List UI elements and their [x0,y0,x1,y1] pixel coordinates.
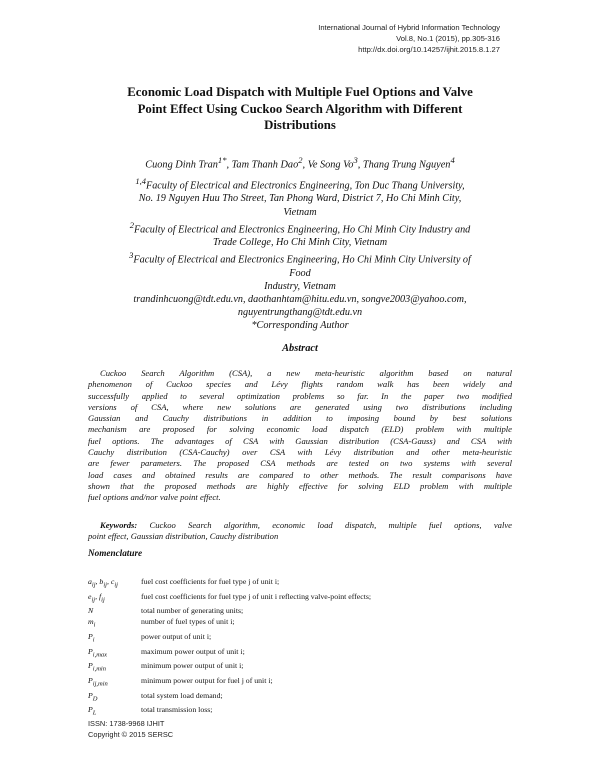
abstract-line: load cases and obtained results are compared to other methods. The result comparisons have [88,469,512,480]
nomenclature-symbol: $P_{ij,min}$ [88,675,108,688]
nomenclature-symbol: $P_i$ [88,632,95,644]
author-2-sup: 2 [298,155,303,165]
abstract-line: Cuckoo Search Algorithm (CSA), a new meta-heuristic algorithm based on natural [100,368,512,378]
affil-line-4: Faculty of Electrical and Electronics Engineering, Ho Chi Minh City Industry and [133,224,471,236]
affil-line-8: Industry, Vietnam [264,280,336,292]
keywords-line-2: point effect, Gaussian distribution, Cauchy distribution [88,531,279,542]
author-2: Tam Thanh Dao [231,159,299,171]
nomenclature-row [88,631,512,646]
author-4: Thang Trung Nguyen [362,159,451,171]
nomenclature-symbol: $P_L$ [88,705,97,717]
affil-line-6: Faculty of Electrical and Electronics Engineering, Ho Chi Minh City University of [133,254,471,266]
author-4-sup: 4 [450,155,455,165]
affil-line-3: Vietnam [283,206,317,218]
nomenclature-symbol: $P_D$ [88,690,98,703]
nomenclature-row [88,576,512,591]
nomenclature-desc: fuel cost coefficients for fuel type j of unit i; [141,577,280,586]
affil-line-2: No. 19 Nguyen Huu Tho Street, Tan Phong Ward, District 7, Ho Chi Minh City, [138,193,462,205]
title-line-3: Distributions [264,118,336,133]
paper-title [88,84,512,134]
nomenclature-row [88,660,512,675]
email-line-1[interactable]: trandinhcuong@tdt.edu.vn, daothanhtam@hitu.edu.vn, songve2003@yahoo.com, [133,293,467,305]
affil-sup-1: 1,4 [135,176,146,186]
nomenclature-row [88,704,512,719]
nomenclature-desc: minimum power output of unit i; [141,661,244,671]
nomenclature-row [88,616,512,631]
author-1: Cuong Dinh Tran [145,159,218,171]
nomenclature-desc: minimum power output for fuel j of unit i; [141,675,273,685]
issn: ISSN: 1738-9968 IJHIT [88,719,165,728]
title-line-1: Economic Load Dispatch with Multiple Fuel Options and Valve [127,85,473,99]
nomenclature-symbol: $P_{i,max}$ [88,646,108,659]
nomenclature-symbol: $m_i$ [88,617,96,629]
nomenclature-desc: number of fuel types of unit i; [141,617,235,627]
email-line-2[interactable]: nguyentrungthang@tdt.edu.vn [237,307,363,319]
author-1-sup: 1* [217,155,227,165]
volume-info: Vol.8, No.1 (2015), pp.305-316 [396,33,500,43]
nomenclature-desc: total system load demand; [141,690,223,700]
abstract-line: Cauchy distribution (CSA-Cauchy) over CSA with Lévy distribution and other meta-heuristic [88,447,512,458]
affil-line-1: Faculty of Electrical and Electronics Engineering, Ton Duc Thang University, [145,180,465,192]
abstract-line: mechanism are proposed for solving economic load dispatch (ELD) problem with multiple [88,424,512,435]
nomenclature-row [88,605,512,616]
abstract-line: are fewer parameters. The proposed CSA methods are tested on two systems with several [88,458,512,469]
author-list: Cuong Dinh Tran$^{1*}$, Tam Thanh Dao$^2$, Ve Song Vo$^3$, Thang Trung Nguyen$^4$ [145,155,455,171]
nomenclature-symbol: $P_{i,min}$ [88,661,106,673]
abstract-line: shown that the proposed methods are highly effective for solving ELD problem with multiple [88,480,512,491]
nomenclature-desc: total transmission loss; [141,705,213,715]
nomenclature-row [88,675,512,690]
affiliations [96,175,504,332]
keywords-label: Keywords: [100,520,138,530]
nomenclature-row [88,690,512,705]
nomenclature-desc: fuel cost coefficients for fuel type j of unit i reflecting valve-point effects; [141,591,372,601]
abstract-heading: Abstract [282,343,318,354]
abstract-line: phenomenon of Cuckoo species and Lévy flights random walk has been widely and [88,379,512,390]
author-3-sup: 3 [353,155,358,165]
journal-name: International Journal of Hybrid Information Technology [318,23,500,32]
corresponding-author: *Corresponding Author [251,320,349,332]
nomenclature-desc: total number of generating units; [141,606,244,616]
nomenclature-symbol: $e_{ij}$, $f_{ij}$ [88,591,105,604]
affil-sup-3: 3 [129,250,134,261]
journal-header [200,23,500,55]
nomenclature-heading: Nomenclature [88,548,143,558]
copyright: Copyright © 2015 SERSC [88,729,174,739]
doi-link[interactable]: http://dx.doi.org/10.14257/ijhit.2015.8.1.27 [358,44,500,54]
title-line-2: Point Effect Using Cuckoo Search Algorithm with Different [137,101,463,116]
affil-line-7: Food [289,267,311,279]
abstract-line: Gaussian and Cauchy distributions in addition to imposing bound by best solutions [88,413,512,424]
nomenclature-row [88,646,512,661]
nomenclature-desc: power output of unit i; [141,632,212,642]
abstract-line: fuel options and/nor valve point effect. [88,492,221,503]
abstract-line: successfully applied to several optimization problems so far. In the paper two modified [88,390,512,401]
affil-line-5: Trade College, Ho Chi Minh City, Vietnam [212,237,388,249]
page-footer [88,719,173,740]
nomenclature-list [88,576,512,719]
nomenclature-symbol: N [88,606,94,616]
abstract-body [88,368,512,504]
author-3: Ve Song Vo [307,159,354,171]
affil-sup-2: 2 [129,219,134,230]
keywords [88,520,512,543]
abstract-line: fuel options. The advantages of CSA with Gaussian distribution (CSA-Gauss) and CSA with [88,435,512,446]
nomenclature-row [88,591,512,606]
abstract-line: versions of CSA, where new solutions are generated using two distributions including [88,401,512,412]
nomenclature-desc: maximum power output of unit i; [141,646,245,656]
nomenclature-symbol: $a_{ij}$, $b_{ij}$, $c_{ij}$ [88,577,118,589]
keywords-line-1: Cuckoo Search algorithm, economic load dispatch, multiple fuel options, valve [149,520,512,530]
